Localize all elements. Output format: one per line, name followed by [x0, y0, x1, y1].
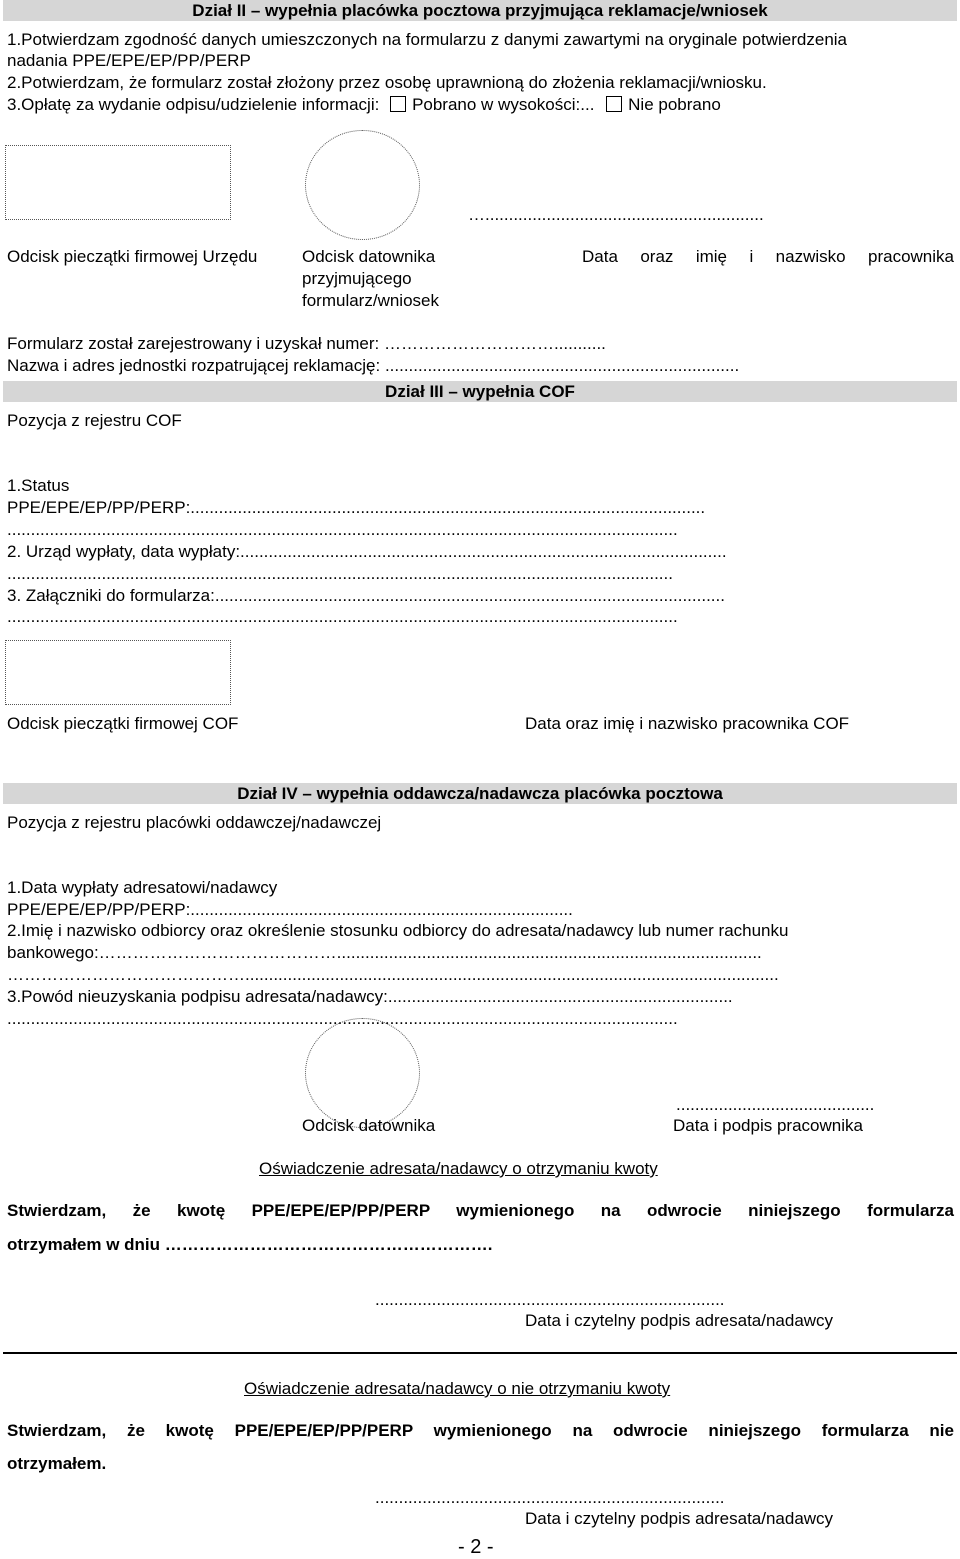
recipient-line-2: ……………………………………................................................................................................................. — [7, 965, 779, 984]
payout-dots: ............................................................................................................................................. — [7, 564, 673, 583]
delivery-employee-label: Data i podpis pracownika — [673, 1116, 863, 1135]
non-receipt-statement-line-2: otrzymałem. — [7, 1454, 107, 1473]
attachments-line: 3. Załączniki do formularza:............................................................................................................ — [7, 586, 725, 605]
delivery-date-stamp-label: Odcisk datownika — [302, 1116, 436, 1135]
delivery-registry-label: Pozycja z rejestru placówki oddawczej/nadawczej — [7, 813, 382, 832]
status-line: PPE/EPE/EP/PP/PERP:............................................................................................................. — [7, 498, 706, 517]
cof-stamp-label: Odcisk pieczątki firmowej COF — [7, 714, 239, 733]
employee-signature-dots: …........................................................... — [468, 205, 764, 224]
payout-date-label: 1.Data wypłaty adresatowi/nadawcy — [7, 878, 278, 897]
date-stamp-label-2: przyjmującego — [302, 269, 412, 288]
charged-checkbox[interactable] — [390, 96, 406, 112]
divider — [3, 1352, 957, 1354]
payout-date-line: PPE/EPE/EP/PP/PERP:................................................................................. — [7, 900, 573, 919]
no-signature-reason-line: 3.Powód nieuzyskania podpisu adresata/nadawcy:......................................................................... — [7, 987, 733, 1006]
confirm-data-line-2: nadania PPE/EPE/EP/PP/PERP — [7, 51, 251, 70]
confirm-data-line-1: 1.Potwierdzam zgodność danych umieszczonych na formularzu z danymi zawartymi na oryginale potwierdzenia — [7, 30, 848, 49]
receipt-signature-dots: .......................................................................... — [375, 1290, 725, 1309]
non-receipt-signature-label: Data i czytelny podpis adresata/nadawcy — [525, 1509, 834, 1528]
recipient-line-1: bankowego:…………………………………….......................................................................................... — [7, 943, 762, 962]
date-stamp-label-1: Odcisk datownika — [302, 247, 436, 266]
delivery-signature-dots: .......................................... — [676, 1095, 875, 1114]
page-number: - 2 - — [458, 1536, 494, 1558]
cof-stamp-box — [5, 640, 231, 705]
status-label: 1.Status — [7, 476, 70, 495]
cof-registry-label: Pozycja z rejestru COF — [7, 411, 182, 430]
registration-number-line: Formularz został zarejestrowany i uzyskał numer: …………………………........... — [7, 334, 606, 353]
non-receipt-statement-line-1: Stwierdzam, że kwotę PPE/EPE/EP/PP/PERP wymienionego na odwrocie niniejszego formularza nie — [7, 1421, 954, 1440]
non-receipt-signature-dots: .......................................................................... — [375, 1488, 725, 1507]
payout-office-line: 2. Urząd wypłaty, data wypłaty:....................................................................................................... — [7, 542, 727, 561]
receipt-statement-line-2: otrzymałem w dniu …………………………………………………. — [7, 1235, 493, 1254]
no-signature-reason-dots: .............................................................................................................................................. — [7, 1009, 678, 1028]
employee-label: Data oraz imię i nazwisko pracownika — [582, 247, 954, 266]
processing-unit-line: Nazwa i adres jednostki rozpatrującej reklamację: ........................................................................... — [7, 356, 740, 375]
receipt-statement-line-1: Stwierdzam, że kwotę PPE/EPE/EP/PP/PERP wymienionego na odwrocie niniejszego formularza — [7, 1201, 954, 1220]
section-2-header: Dział II – wypełnia placówka pocztowa przyjmująca reklamacje/wniosek — [3, 0, 957, 21]
status-dots: .............................................................................................................................................. — [7, 520, 678, 539]
receipt-statement-title: Oświadczenie adresata/nadawcy o otrzymaniu kwoty — [259, 1159, 658, 1178]
receipt-signature-label: Data i czytelny podpis adresata/nadawcy — [525, 1311, 834, 1330]
date-stamp-label-3: formularz/wniosek — [302, 291, 439, 310]
section-3-header: Dział III – wypełnia COF — [3, 381, 957, 402]
charged-label: Pobrano w wysokości:... — [412, 95, 595, 114]
section-4-header: Dział IV – wypełnia oddawcza/nadawcza placówka pocztowa — [3, 783, 957, 804]
fee-line — [7, 95, 721, 115]
cof-employee-label: Data oraz imię i nazwisko pracownika COF — [525, 714, 850, 733]
delivery-date-stamp-circle — [305, 1018, 420, 1128]
attachments-dots: .............................................................................................................................................. — [7, 607, 678, 626]
date-stamp-circle — [305, 130, 420, 240]
not-charged-label: Nie pobrano — [628, 95, 721, 114]
confirm-authorized-line: 2.Potwierdzam, że formularz został złożony przez osobę uprawnioną do złożenia reklamacji/wniosku. — [7, 73, 767, 92]
not-charged-checkbox[interactable] — [606, 96, 622, 112]
office-stamp-box — [5, 145, 231, 220]
non-receipt-statement-title: Oświadczenie adresata/nadawcy o nie otrzymaniu kwoty — [244, 1379, 671, 1398]
fee-label: 3.Opłatę za wydanie odpisu/udzielenie informacji: — [7, 95, 380, 114]
office-stamp-label: Odcisk pieczątki firmowej Urzędu — [7, 247, 258, 266]
recipient-label: 2.Imię i nazwisko odbiorcy oraz określenie stosunku odbiorcy do adresata/nadawcy lub numer rachunku — [7, 921, 789, 940]
